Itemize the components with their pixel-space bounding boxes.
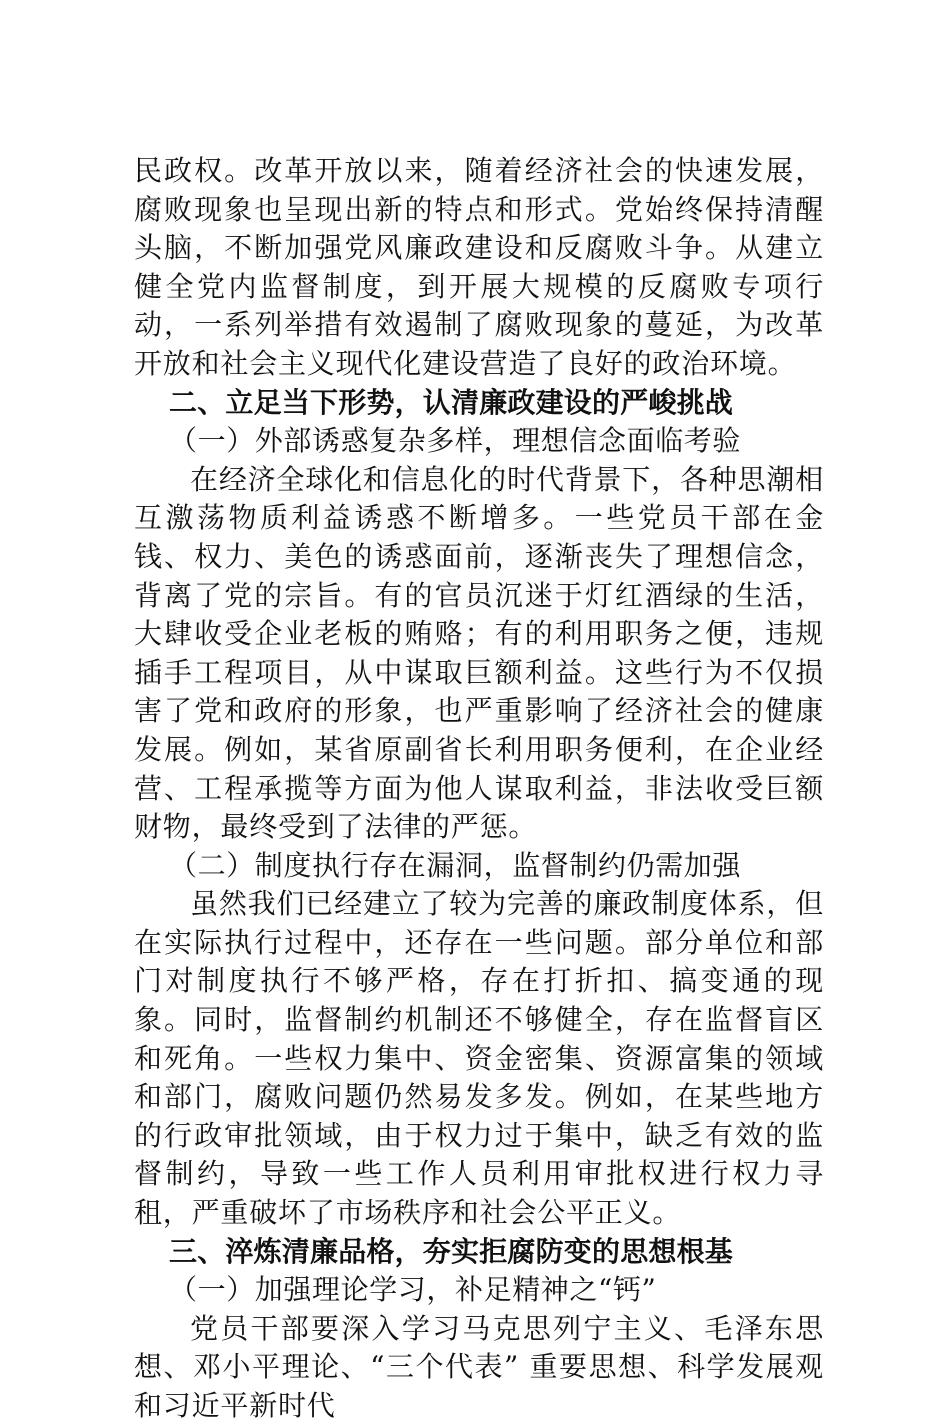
body-paragraph-continued: 民政权。改革开放以来，随着经济社会的快速发展，腐败现象也呈现出新的特点和形式。党始终保持清醒头脑，不断加强党风廉政建设和反腐败斗争。从建立健全党内监督制度，到开展大规模的反腐败专项行动，一系列举措有效遏制了腐败现象的蔓延，为改革开放和社会主义现代化建设营造了良好的政治环境。 <box>134 154 824 380</box>
subsection-heading-2-2: （二）制度执行存在漏洞，监督制约仍需加强 <box>169 848 742 882</box>
subsection-heading-2-1: （一）外部诱惑复杂多样，理想信念面临考验 <box>169 424 742 458</box>
subsection-heading-3-1: （一）加强理论学习，补足精神之“钙” <box>169 1273 657 1307</box>
body-paragraph: 党员干部要深入学习马克思列宁主义、毛泽东思想、邓小平理论、“三个代表” 重要思想、科学发展观和习近平新时代 <box>134 1311 824 1422</box>
section-heading-3: 三、淬炼清廉品格，夯实拒腐防变的思想根基 <box>169 1234 734 1268</box>
document-body <box>134 152 824 1426</box>
body-paragraph: 虽然我们已经建立了较为完善的廉政制度体系，但在实际执行过程中，还存在一些问题。部分单位和部门对制度执行不够严格，存在打折扣、搞变通的现象。同时，监督制约机制还不够健全，存在监督盲区和死角。一些权力集中、资金密集、资源富集的领域和部门，腐败问题仍然易发多发。例如，在某些地方的行政审批领域，由于权力过于集中，缺乏有效的监督制约，导致一些工作人员利用审批权进行权力寻租，严重破坏了市场秩序和社会公平正义。 <box>134 887 824 1230</box>
body-paragraph: 在经济全球化和信息化的时代背景下，各种思潮相互激荡物质利益诱惑不断增多。一些党员干部在金钱、权力、美色的诱惑面前，逐渐丧失了理想信念，背离了党的宗旨。有的官员沉迷于灯红酒绿的生活，大肆收受企业老板的贿赂；有的利用职务之便，违规插手工程项目，从中谋取巨额利益。这些行为不仅损害了党和政府的形象，也严重影响了经济社会的健康发展。例如，某省原副省长利用职务便利，在企业经营、工程承揽等方面为他人谋取利益，非法收受巨额财物，最终受到了法律的严惩。 <box>134 462 824 844</box>
section-heading-2: 二、立足当下形势，认清廉政建设的严峻挑战 <box>169 385 734 419</box>
